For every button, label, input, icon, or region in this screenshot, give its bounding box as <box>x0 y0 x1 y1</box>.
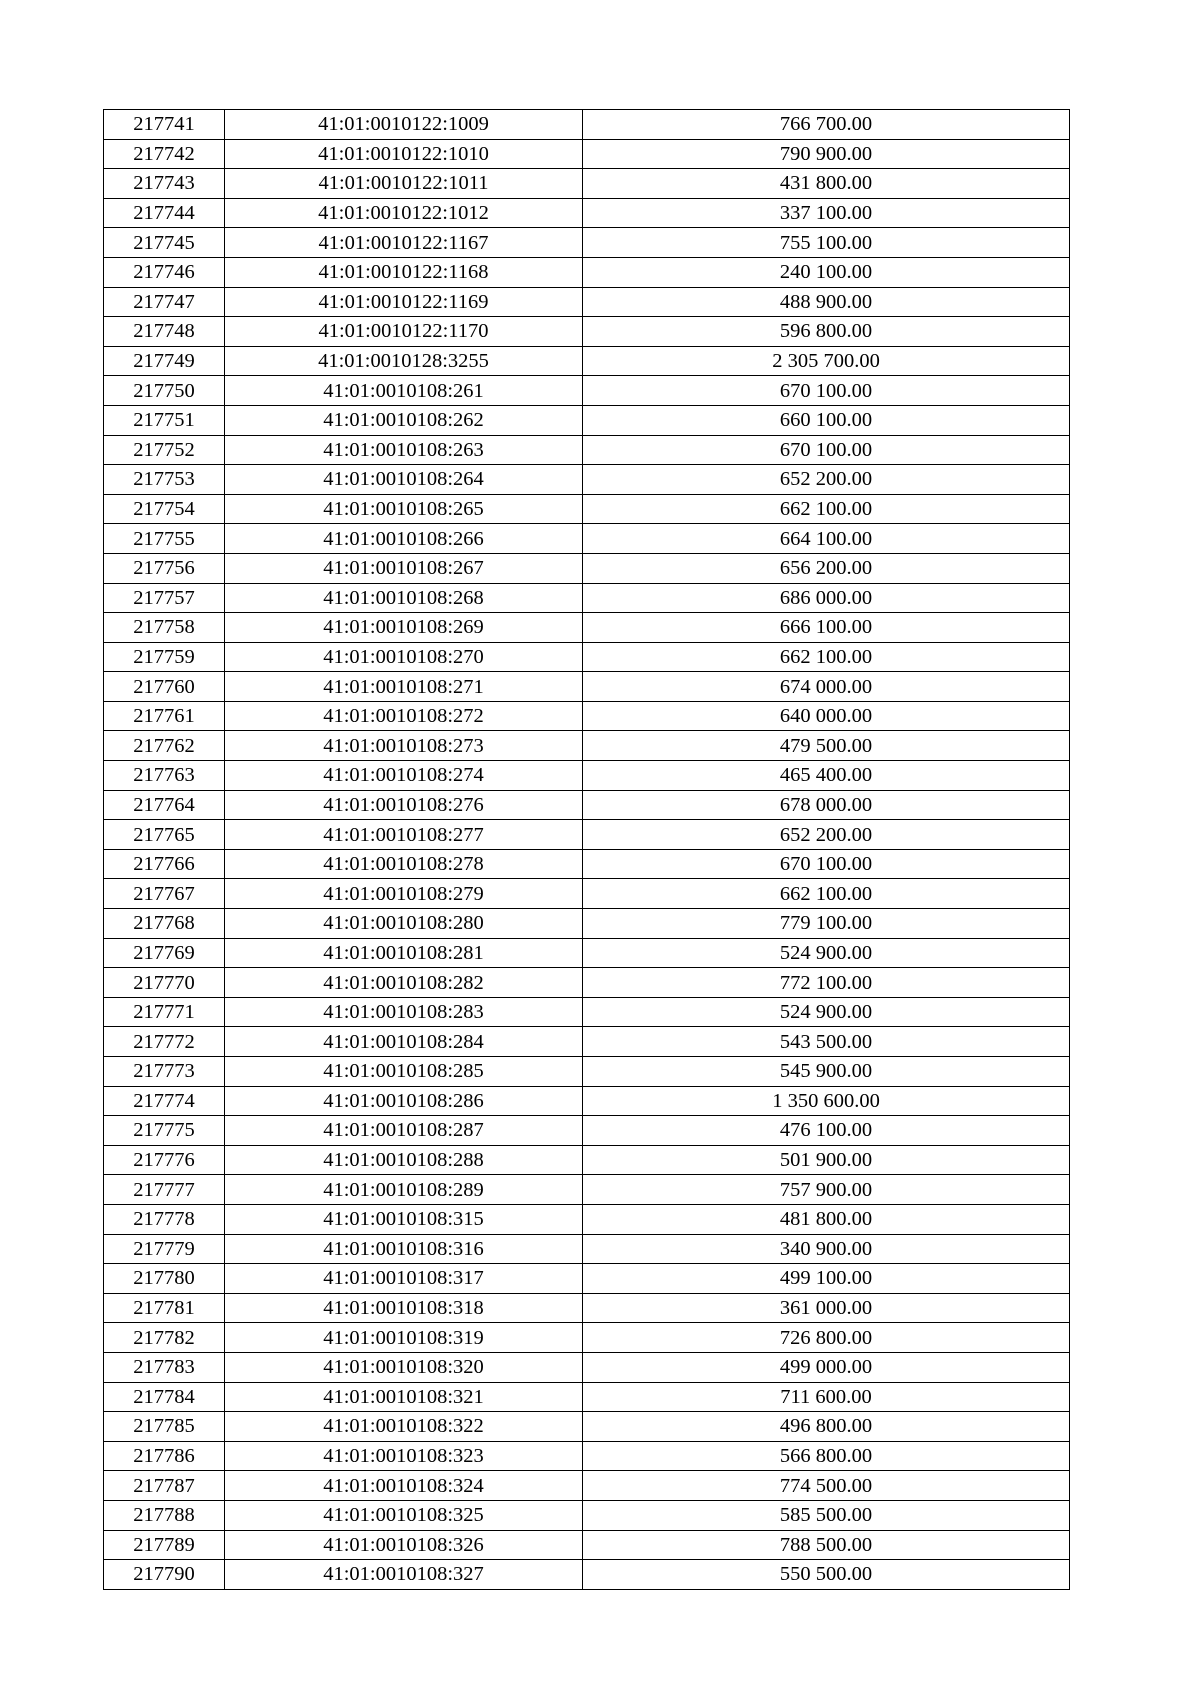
table-row <box>104 287 1070 317</box>
row-number-cell: 217785 <box>104 1412 225 1442</box>
table-row <box>104 1471 1070 1501</box>
cadastral-value-cell: 772 100.00 <box>583 968 1070 998</box>
table-row <box>104 257 1070 287</box>
table-row <box>104 1412 1070 1442</box>
cadastral-value-cell: 670 100.00 <box>583 849 1070 879</box>
table-row <box>104 761 1070 791</box>
table-row <box>104 790 1070 820</box>
row-number-cell: 217769 <box>104 938 225 968</box>
table-row <box>104 997 1070 1027</box>
table-row <box>104 1560 1070 1590</box>
table-row <box>104 524 1070 554</box>
row-number-cell: 217756 <box>104 553 225 583</box>
cadastral-value-cell: 660 100.00 <box>583 405 1070 435</box>
cadastral-number-cell: 41:01:0010108:273 <box>225 731 583 761</box>
row-number-cell: 217761 <box>104 701 225 731</box>
cadastral-value-table <box>103 109 1070 1590</box>
cadastral-value-cell: 766 700.00 <box>583 110 1070 140</box>
cadastral-number-cell: 41:01:0010122:1012 <box>225 198 583 228</box>
cadastral-value-cell: 550 500.00 <box>583 1560 1070 1590</box>
cadastral-value-cell: 652 200.00 <box>583 820 1070 850</box>
cadastral-number-cell: 41:01:0010108:320 <box>225 1352 583 1382</box>
cadastral-number-cell: 41:01:0010108:326 <box>225 1530 583 1560</box>
cadastral-number-cell: 41:01:0010108:279 <box>225 879 583 909</box>
cadastral-number-cell: 41:01:0010108:268 <box>225 583 583 613</box>
row-number-cell: 217778 <box>104 1204 225 1234</box>
cadastral-number-cell: 41:01:0010108:271 <box>225 672 583 702</box>
row-number-cell: 217765 <box>104 820 225 850</box>
table-row <box>104 405 1070 435</box>
cadastral-value-cell: 596 800.00 <box>583 317 1070 347</box>
cadastral-value-cell: 240 100.00 <box>583 257 1070 287</box>
cadastral-value-cell: 566 800.00 <box>583 1441 1070 1471</box>
cadastral-value-cell: 499 000.00 <box>583 1352 1070 1382</box>
cadastral-value-cell: 755 100.00 <box>583 228 1070 258</box>
table-row <box>104 1234 1070 1264</box>
table-row <box>104 139 1070 169</box>
cadastral-number-cell: 41:01:0010108:287 <box>225 1116 583 1146</box>
row-number-cell: 217762 <box>104 731 225 761</box>
cadastral-value-cell: 662 100.00 <box>583 642 1070 672</box>
row-number-cell: 217760 <box>104 672 225 702</box>
row-number-cell: 217783 <box>104 1352 225 1382</box>
cadastral-number-cell: 41:01:0010108:316 <box>225 1234 583 1264</box>
table-row <box>104 1027 1070 1057</box>
table-row <box>104 465 1070 495</box>
table-row <box>104 1293 1070 1323</box>
row-number-cell: 217763 <box>104 761 225 791</box>
table-body <box>104 110 1070 1590</box>
cadastral-value-cell: 545 900.00 <box>583 1057 1070 1087</box>
cadastral-value-cell: 662 100.00 <box>583 879 1070 909</box>
cadastral-number-cell: 41:01:0010108:274 <box>225 761 583 791</box>
cadastral-value-cell: 774 500.00 <box>583 1471 1070 1501</box>
cadastral-number-cell: 41:01:0010122:1169 <box>225 287 583 317</box>
table-row <box>104 228 1070 258</box>
table-row <box>104 1382 1070 1412</box>
cadastral-number-cell: 41:01:0010108:280 <box>225 909 583 939</box>
table-row <box>104 1116 1070 1146</box>
cadastral-number-cell: 41:01:0010108:315 <box>225 1204 583 1234</box>
row-number-cell: 217757 <box>104 583 225 613</box>
cadastral-number-cell: 41:01:0010108:325 <box>225 1500 583 1530</box>
cadastral-number-cell: 41:01:0010108:264 <box>225 465 583 495</box>
cadastral-number-cell: 41:01:0010108:266 <box>225 524 583 554</box>
cadastral-number-cell: 41:01:0010108:283 <box>225 997 583 1027</box>
cadastral-value-cell: 1 350 600.00 <box>583 1086 1070 1116</box>
cadastral-number-cell: 41:01:0010108:265 <box>225 494 583 524</box>
cadastral-number-cell: 41:01:0010122:1168 <box>225 257 583 287</box>
row-number-cell: 217775 <box>104 1116 225 1146</box>
table-row <box>104 938 1070 968</box>
table-row <box>104 198 1070 228</box>
table-row <box>104 1264 1070 1294</box>
row-number-cell: 217779 <box>104 1234 225 1264</box>
table-row <box>104 1145 1070 1175</box>
row-number-cell: 217771 <box>104 997 225 1027</box>
table-row <box>104 553 1070 583</box>
row-number-cell: 217754 <box>104 494 225 524</box>
table-row <box>104 879 1070 909</box>
table-row <box>104 1057 1070 1087</box>
cadastral-number-cell: 41:01:0010108:321 <box>225 1382 583 1412</box>
cadastral-value-cell: 337 100.00 <box>583 198 1070 228</box>
cadastral-number-cell: 41:01:0010108:319 <box>225 1323 583 1353</box>
cadastral-value-cell: 656 200.00 <box>583 553 1070 583</box>
row-number-cell: 217744 <box>104 198 225 228</box>
row-number-cell: 217741 <box>104 110 225 140</box>
cadastral-value-cell: 501 900.00 <box>583 1145 1070 1175</box>
cadastral-value-cell: 788 500.00 <box>583 1530 1070 1560</box>
row-number-cell: 217758 <box>104 613 225 643</box>
table-row <box>104 169 1070 199</box>
cadastral-number-cell: 41:01:0010108:262 <box>225 405 583 435</box>
cadastral-number-cell: 41:01:0010108:289 <box>225 1175 583 1205</box>
row-number-cell: 217751 <box>104 405 225 435</box>
table-row <box>104 1086 1070 1116</box>
cadastral-value-cell: 757 900.00 <box>583 1175 1070 1205</box>
row-number-cell: 217768 <box>104 909 225 939</box>
cadastral-value-cell: 711 600.00 <box>583 1382 1070 1412</box>
row-number-cell: 217770 <box>104 968 225 998</box>
cadastral-number-cell: 41:01:0010108:322 <box>225 1412 583 1442</box>
row-number-cell: 217772 <box>104 1027 225 1057</box>
cadastral-number-cell: 41:01:0010108:327 <box>225 1560 583 1590</box>
cadastral-number-cell: 41:01:0010122:1170 <box>225 317 583 347</box>
table-row <box>104 376 1070 406</box>
cadastral-value-cell: 543 500.00 <box>583 1027 1070 1057</box>
table-row <box>104 346 1070 376</box>
cadastral-value-cell: 670 100.00 <box>583 376 1070 406</box>
cadastral-value-cell: 361 000.00 <box>583 1293 1070 1323</box>
cadastral-value-cell: 585 500.00 <box>583 1500 1070 1530</box>
cadastral-value-cell: 2 305 700.00 <box>583 346 1070 376</box>
row-number-cell: 217764 <box>104 790 225 820</box>
row-number-cell: 217767 <box>104 879 225 909</box>
cadastral-value-cell: 488 900.00 <box>583 287 1070 317</box>
cadastral-number-cell: 41:01:0010108:318 <box>225 1293 583 1323</box>
row-number-cell: 217743 <box>104 169 225 199</box>
table-row <box>104 701 1070 731</box>
table-row <box>104 909 1070 939</box>
row-number-cell: 217745 <box>104 228 225 258</box>
table-row <box>104 968 1070 998</box>
table-row <box>104 110 1070 140</box>
row-number-cell: 217790 <box>104 1560 225 1590</box>
cadastral-value-cell: 340 900.00 <box>583 1234 1070 1264</box>
row-number-cell: 217755 <box>104 524 225 554</box>
cadastral-number-cell: 41:01:0010108:272 <box>225 701 583 731</box>
cadastral-number-cell: 41:01:0010108:323 <box>225 1441 583 1471</box>
row-number-cell: 217750 <box>104 376 225 406</box>
cadastral-number-cell: 41:01:0010108:269 <box>225 613 583 643</box>
cadastral-value-cell: 465 400.00 <box>583 761 1070 791</box>
row-number-cell: 217747 <box>104 287 225 317</box>
cadastral-value-cell: 524 900.00 <box>583 938 1070 968</box>
table-row <box>104 642 1070 672</box>
table-row <box>104 1204 1070 1234</box>
cadastral-value-cell: 670 100.00 <box>583 435 1070 465</box>
table-row <box>104 583 1070 613</box>
row-number-cell: 217759 <box>104 642 225 672</box>
row-number-cell: 217749 <box>104 346 225 376</box>
cadastral-value-cell: 686 000.00 <box>583 583 1070 613</box>
cadastral-value-cell: 479 500.00 <box>583 731 1070 761</box>
cadastral-number-cell: 41:01:0010108:267 <box>225 553 583 583</box>
cadastral-value-cell: 726 800.00 <box>583 1323 1070 1353</box>
cadastral-number-cell: 41:01:0010108:261 <box>225 376 583 406</box>
table-row <box>104 731 1070 761</box>
cadastral-number-cell: 41:01:0010108:285 <box>225 1057 583 1087</box>
row-number-cell: 217776 <box>104 1145 225 1175</box>
cadastral-number-cell: 41:01:0010108:324 <box>225 1471 583 1501</box>
row-number-cell: 217786 <box>104 1441 225 1471</box>
row-number-cell: 217766 <box>104 849 225 879</box>
row-number-cell: 217784 <box>104 1382 225 1412</box>
cadastral-value-cell: 666 100.00 <box>583 613 1070 643</box>
row-number-cell: 217780 <box>104 1264 225 1294</box>
row-number-cell: 217777 <box>104 1175 225 1205</box>
row-number-cell: 217742 <box>104 139 225 169</box>
cadastral-number-cell: 41:01:0010122:1011 <box>225 169 583 199</box>
cadastral-number-cell: 41:01:0010108:288 <box>225 1145 583 1175</box>
row-number-cell: 217789 <box>104 1530 225 1560</box>
row-number-cell: 217782 <box>104 1323 225 1353</box>
cadastral-number-cell: 41:01:0010122:1167 <box>225 228 583 258</box>
cadastral-value-cell: 664 100.00 <box>583 524 1070 554</box>
cadastral-value-cell: 481 800.00 <box>583 1204 1070 1234</box>
row-number-cell: 217781 <box>104 1293 225 1323</box>
table-row <box>104 1530 1070 1560</box>
cadastral-value-cell: 499 100.00 <box>583 1264 1070 1294</box>
cadastral-value-cell: 790 900.00 <box>583 139 1070 169</box>
cadastral-number-cell: 41:01:0010128:3255 <box>225 346 583 376</box>
table-row <box>104 435 1070 465</box>
cadastral-number-cell: 41:01:0010108:278 <box>225 849 583 879</box>
cadastral-number-cell: 41:01:0010108:286 <box>225 1086 583 1116</box>
cadastral-value-cell: 640 000.00 <box>583 701 1070 731</box>
row-number-cell: 217753 <box>104 465 225 495</box>
cadastral-value-cell: 779 100.00 <box>583 909 1070 939</box>
cadastral-value-cell: 678 000.00 <box>583 790 1070 820</box>
table-row <box>104 613 1070 643</box>
table-row <box>104 1441 1070 1471</box>
cadastral-value-cell: 662 100.00 <box>583 494 1070 524</box>
cadastral-number-cell: 41:01:0010108:270 <box>225 642 583 672</box>
cadastral-number-cell: 41:01:0010108:276 <box>225 790 583 820</box>
row-number-cell: 217788 <box>104 1500 225 1530</box>
row-number-cell: 217746 <box>104 257 225 287</box>
cadastral-value-cell: 496 800.00 <box>583 1412 1070 1442</box>
cadastral-value-cell: 476 100.00 <box>583 1116 1070 1146</box>
table-row <box>104 672 1070 702</box>
cadastral-number-cell: 41:01:0010108:282 <box>225 968 583 998</box>
cadastral-value-cell: 652 200.00 <box>583 465 1070 495</box>
cadastral-number-cell: 41:01:0010108:317 <box>225 1264 583 1294</box>
table-row <box>104 317 1070 347</box>
table-row <box>104 494 1070 524</box>
row-number-cell: 217773 <box>104 1057 225 1087</box>
table-row <box>104 1175 1070 1205</box>
cadastral-number-cell: 41:01:0010108:284 <box>225 1027 583 1057</box>
table-row <box>104 820 1070 850</box>
row-number-cell: 217752 <box>104 435 225 465</box>
table-row <box>104 1352 1070 1382</box>
table-row <box>104 849 1070 879</box>
row-number-cell: 217748 <box>104 317 225 347</box>
row-number-cell: 217774 <box>104 1086 225 1116</box>
cadastral-value-cell: 524 900.00 <box>583 997 1070 1027</box>
cadastral-number-cell: 41:01:0010122:1009 <box>225 110 583 140</box>
cadastral-value-cell: 431 800.00 <box>583 169 1070 199</box>
table-row <box>104 1323 1070 1353</box>
table-row <box>104 1500 1070 1530</box>
cadastral-value-cell: 674 000.00 <box>583 672 1070 702</box>
cadastral-number-cell: 41:01:0010108:263 <box>225 435 583 465</box>
row-number-cell: 217787 <box>104 1471 225 1501</box>
cadastral-number-cell: 41:01:0010108:277 <box>225 820 583 850</box>
cadastral-number-cell: 41:01:0010108:281 <box>225 938 583 968</box>
cadastral-number-cell: 41:01:0010122:1010 <box>225 139 583 169</box>
